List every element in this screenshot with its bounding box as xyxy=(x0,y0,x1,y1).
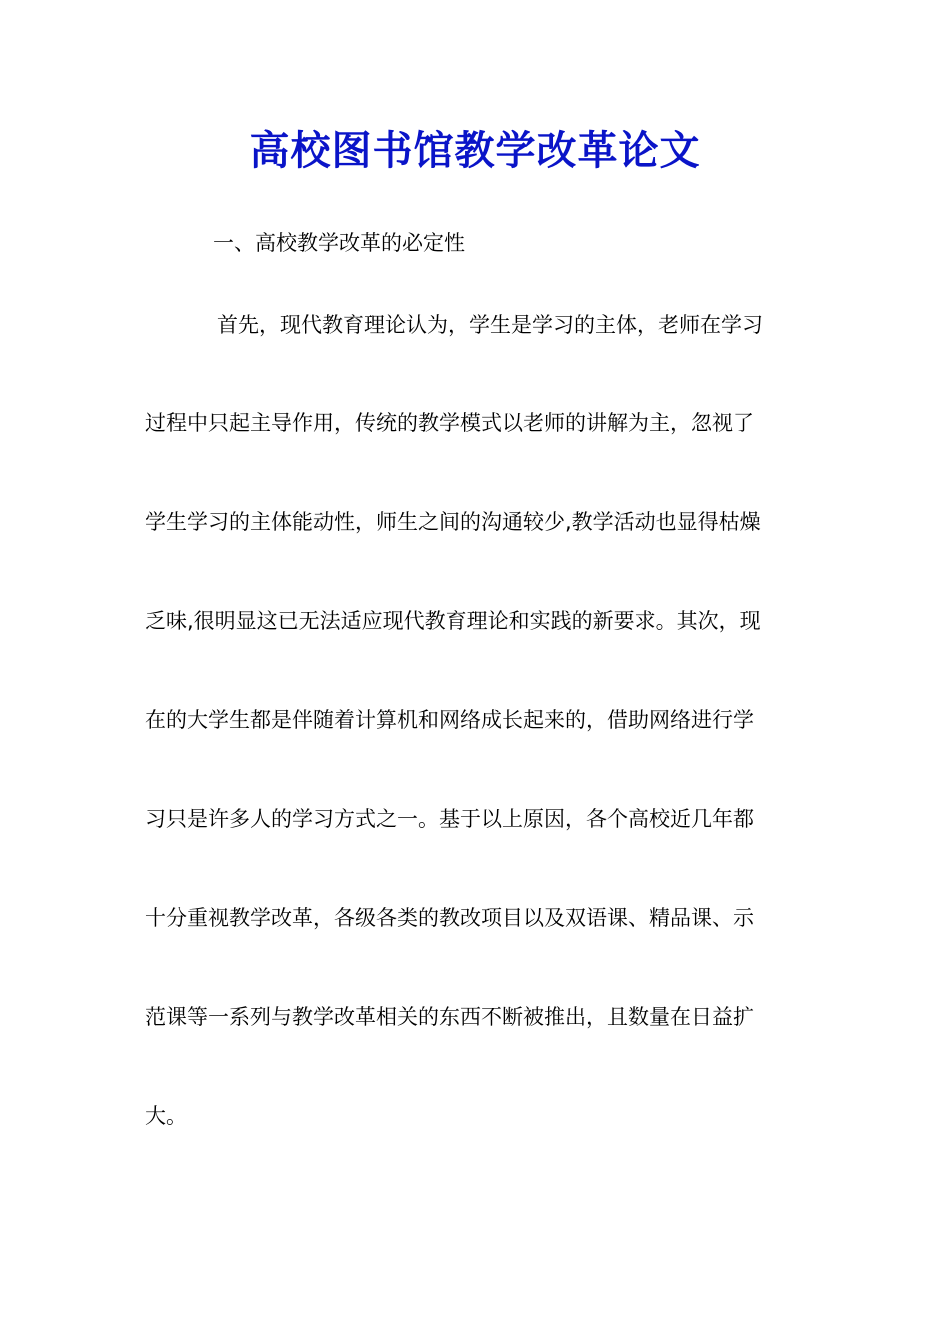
section-heading: 一、高校教学改革的必定性 xyxy=(213,231,465,255)
paragraph-line: 在的大学生都是伴随着计算机和网络成长起来的，借助网络进行学 xyxy=(145,708,754,732)
paragraph-line: 学生学习的主体能动性，师生之间的沟通较少,教学活动也显得枯燥 xyxy=(145,510,761,534)
paragraph-line: 乏味,很明显这已无法适应现代教育理论和实践的新要求。其次，现 xyxy=(145,609,761,633)
paragraph-line: 范课等一系列与教学改革相关的东西不断被推出，且数量在日益扩 xyxy=(145,1005,754,1029)
paragraph-line: 首先，现代教育理论认为，学生是学习的主体，老师在学习 xyxy=(217,313,763,337)
paragraph-line: 习只是许多人的学习方式之一。基于以上原因，各个高校近几年都 xyxy=(145,807,754,831)
paragraph-line: 大。 xyxy=(145,1104,187,1128)
paragraph-line: 过程中只起主导作用，传统的教学模式以老师的讲解为主，忽视了 xyxy=(145,411,754,435)
document-title: 高校图书馆教学改革论文 xyxy=(249,127,701,174)
paragraph-line: 十分重视教学改革，各级各类的教改项目以及双语课、精品课、示 xyxy=(145,906,754,930)
